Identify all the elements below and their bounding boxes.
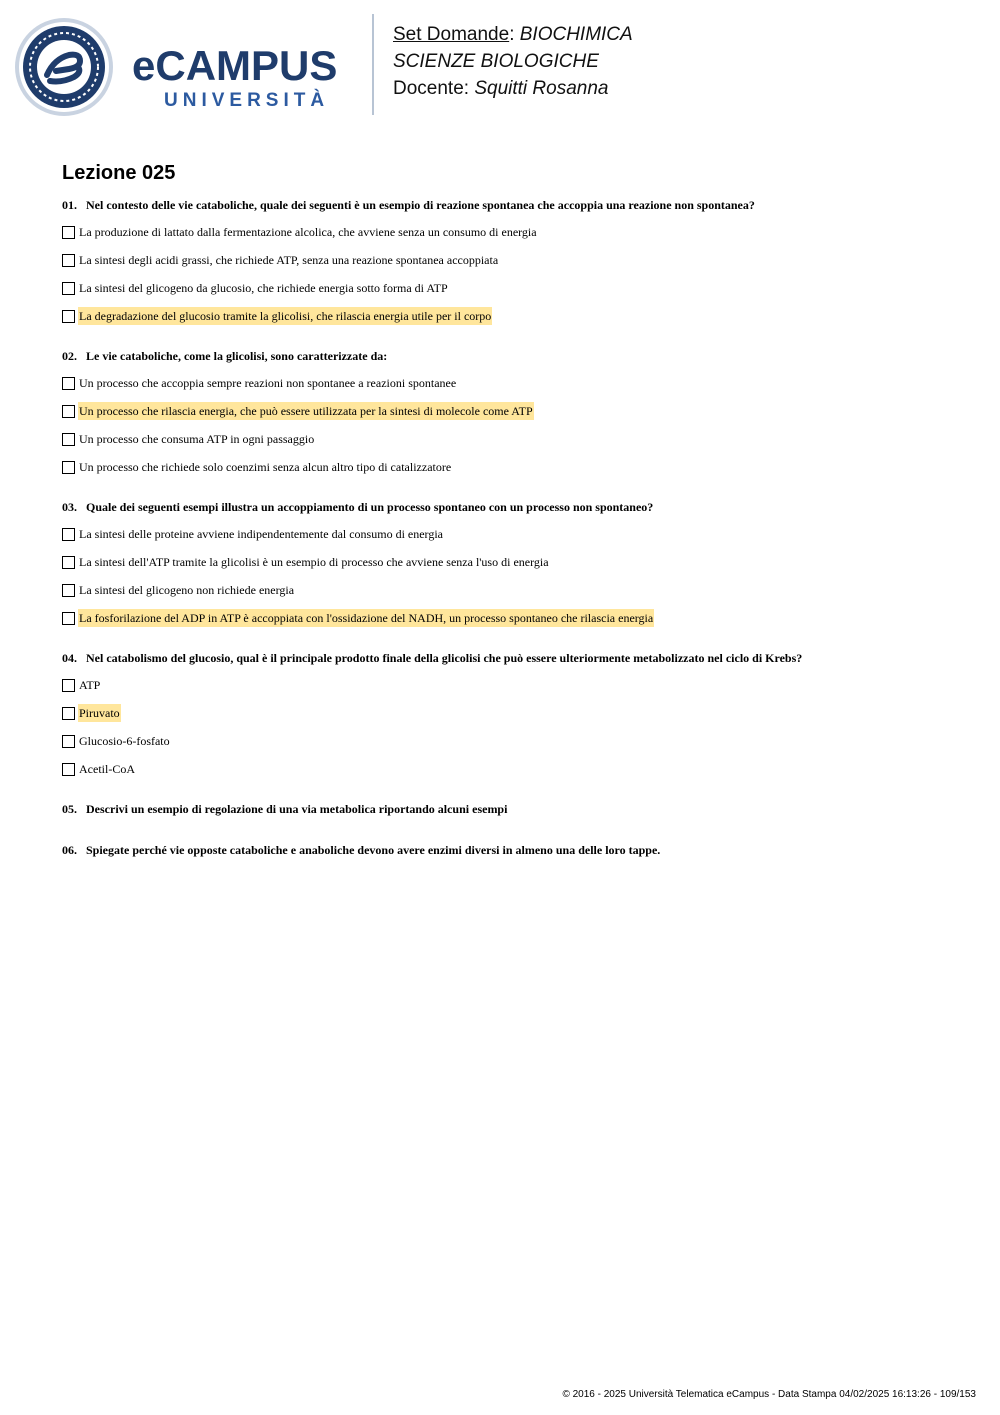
answer-option[interactable] [62, 582, 295, 598]
answer-text: Acetil-CoA [79, 762, 135, 776]
question-title [62, 198, 755, 213]
answer-checkbox[interactable] [62, 226, 75, 239]
answer-option[interactable] [62, 375, 457, 391]
answer-option[interactable] [62, 526, 444, 542]
answer-checkbox[interactable] [62, 433, 75, 446]
answer-text: La sintesi dell'ATP tramite la glicolisi è un esempio di processo che avviene senza l'uso di energia [79, 555, 549, 569]
question-title [62, 843, 660, 858]
answer-option[interactable] [62, 677, 101, 693]
answer-text: La sintesi del glicogeno non richiede energia [79, 583, 295, 597]
question-number: 04. [62, 651, 77, 665]
answer-option[interactable] [62, 252, 499, 268]
answer-checkbox[interactable] [62, 377, 75, 390]
answer-option-correct[interactable] [62, 705, 121, 721]
answer-text-highlighted: La fosforilazione del ADP in ATP è accoppiata con l'ossidazione del NADH, un processo spontaneo che rilascia energia [79, 611, 654, 625]
answer-checkbox[interactable] [62, 405, 75, 418]
question-text: Quale dei seguenti esempi illustra un accoppiamento di un processo spontaneo con un processo non spontaneo? [86, 500, 654, 514]
answer-text-highlighted: Piruvato [79, 706, 120, 720]
answer-option[interactable] [62, 761, 136, 777]
answer-checkbox[interactable] [62, 556, 75, 569]
answer-text: Un processo che richiede solo coenzimi senza alcun altro tipo di catalizzatore [79, 460, 452, 474]
set-line [393, 21, 633, 48]
question-text: Le vie cataboliche, come la glicolisi, sono caratterizzate da: [86, 349, 388, 363]
header-info [393, 21, 633, 102]
svg-text:UNIVERSITÀ: UNIVERSITÀ [164, 90, 330, 111]
page-footer: © 2016 - 2025 Università Telematica eCampus - Data Stampa 04/02/2025 16:13:26 - 109/153 [562, 1389, 976, 1400]
subject-name: BIOCHIMICA [519, 24, 633, 45]
set-separator: : [509, 24, 515, 45]
question-title [62, 802, 507, 817]
answer-option[interactable] [62, 733, 171, 749]
question-text: Nel contesto delle vie cataboliche, quale dei seguenti è un esempio di reazione spontanea che accoppia una reazione non spontanea? [86, 198, 755, 212]
set-label: Set Domande [393, 24, 510, 45]
teacher-label: Docente: [393, 78, 470, 99]
answer-checkbox[interactable] [62, 735, 75, 748]
question-number: 02. [62, 349, 77, 363]
answer-checkbox[interactable] [62, 584, 75, 597]
answer-text: ATP [79, 678, 101, 692]
answer-text: Un processo che consuma ATP in ogni passaggio [79, 432, 315, 446]
ecampus-wordmark-logo [132, 40, 358, 112]
question-number: 05. [62, 802, 77, 816]
answer-option-correct[interactable] [62, 308, 492, 324]
answer-option-correct[interactable] [62, 610, 654, 626]
answer-checkbox[interactable] [62, 612, 75, 625]
answer-text: La produzione di lattato dalla fermentazione alcolica, che avviene senza un consumo di energia [79, 225, 537, 239]
question-number: 06. [62, 843, 77, 857]
question-title [62, 349, 387, 364]
answer-text: La sintesi degli acidi grassi, che richiede ATP, senza una reazione spontanea accoppiata [79, 253, 499, 267]
answer-checkbox[interactable] [62, 282, 75, 295]
header-divider [372, 14, 374, 115]
answer-text: Un processo che accoppia sempre reazioni non spontanee a reazioni spontanee [79, 376, 457, 390]
answer-checkbox[interactable] [62, 679, 75, 692]
lesson-title: Lezione 025 [62, 162, 176, 184]
course-name: SCIENZE BIOLOGICHE [393, 51, 599, 72]
answer-option[interactable] [62, 554, 550, 570]
ecampus-seal-icon [14, 17, 114, 117]
answer-text-highlighted: Un processo che rilascia energia, che può essere utilizzata per la sintesi di molecole come ATP [79, 404, 533, 418]
answer-checkbox[interactable] [62, 461, 75, 474]
page-header [0, 0, 1000, 130]
question-text: Spiegate perché vie opposte cataboliche e anaboliche devono avere enzimi diversi in almeno una delle loro tappe. [86, 843, 661, 857]
svg-text:eCAMPUS: eCAMPUS [132, 42, 338, 89]
question-title [62, 500, 653, 515]
answer-text-highlighted: La degradazione del glucosio tramite la glicolisi, che rilascia energia utile per il corpo [79, 309, 492, 323]
answer-option[interactable] [62, 431, 315, 447]
answer-checkbox[interactable] [62, 763, 75, 776]
question-number: 01. [62, 198, 77, 212]
answer-checkbox[interactable] [62, 254, 75, 267]
answer-option[interactable] [62, 459, 452, 475]
question-text: Descrivi un esempio di regolazione di una via metabolica riportando alcuni esempi [86, 802, 508, 816]
answer-option-correct[interactable] [62, 403, 534, 419]
answer-option[interactable] [62, 280, 449, 296]
answer-checkbox[interactable] [62, 707, 75, 720]
answer-option[interactable] [62, 224, 538, 240]
answer-text: La sintesi delle proteine avviene indipendentemente dal consumo di energia [79, 527, 443, 541]
answer-checkbox[interactable] [62, 528, 75, 541]
answer-text: Glucosio-6-fosfato [79, 734, 170, 748]
teacher-name: Squitti Rosanna [474, 78, 609, 99]
answer-text: La sintesi del glicogeno da glucosio, che richiede energia sotto forma di ATP [79, 281, 448, 295]
question-title [62, 651, 802, 666]
question-text: Nel catabolismo del glucosio, qual è il principale prodotto finale della glicolisi che può essere ulteriormente metabolizzato nel ciclo di Krebs? [86, 651, 803, 665]
teacher-line [393, 75, 633, 102]
question-number: 03. [62, 500, 77, 514]
answer-checkbox[interactable] [62, 310, 75, 323]
